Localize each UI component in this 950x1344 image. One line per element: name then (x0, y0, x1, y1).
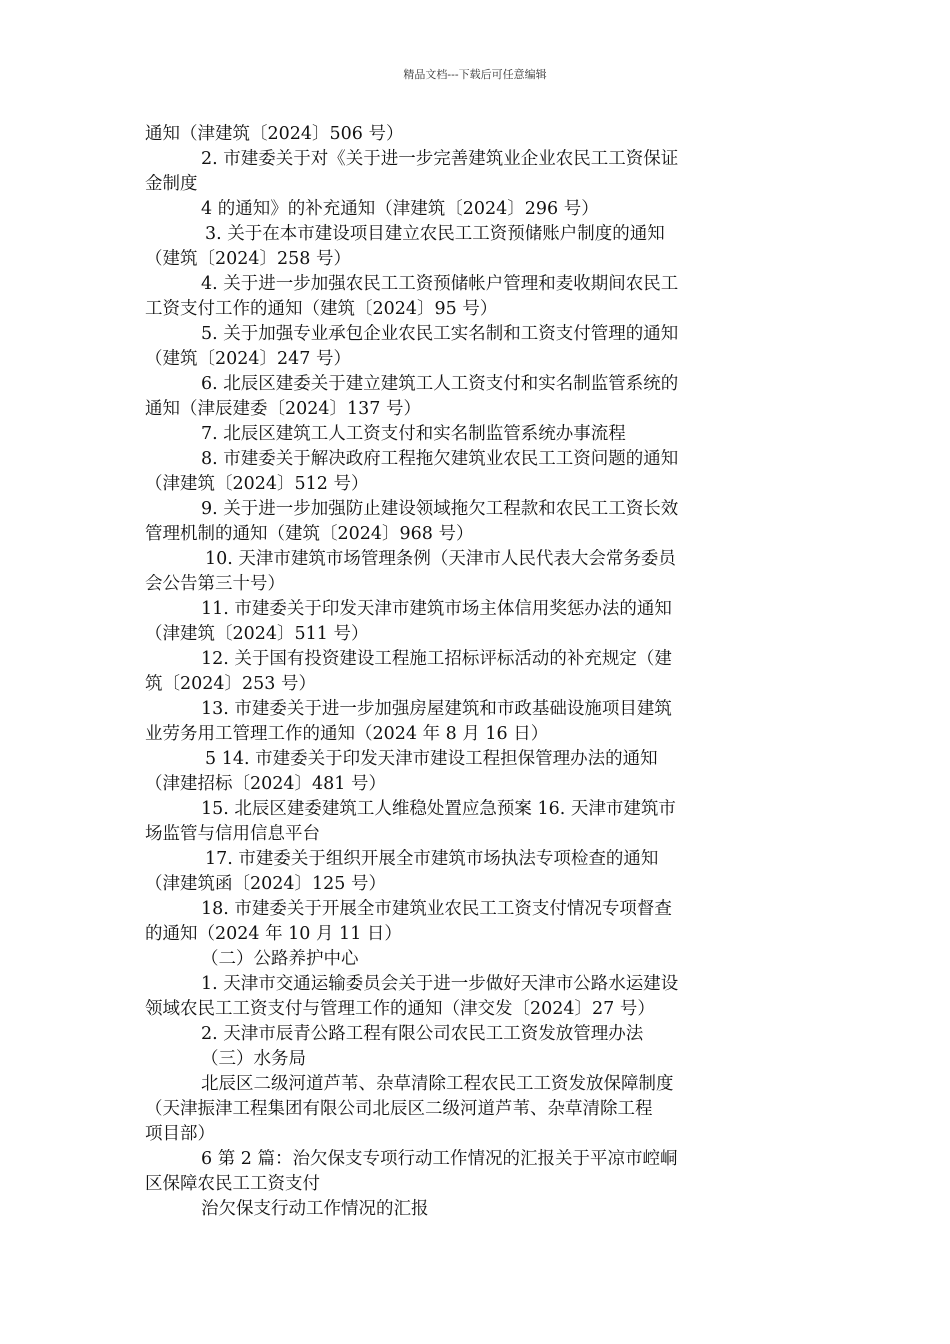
document-line: （津建筑〔2024〕511 号） (145, 624, 369, 644)
document-line: （津建招标〔2024〕481 号） (145, 774, 387, 794)
document-line: 3. 关于在本市建设项目建立农民工工资预储账户制度的通知 (205, 224, 665, 244)
document-line: 10. 天津市建筑市场管理条例（天津市人民代表大会常务委员 (205, 549, 676, 569)
document-line: （津建筑〔2024〕512 号） (145, 474, 369, 494)
document-line: 北辰区二级河道芦苇、杂草清除工程农民工工资发放保障制度 (201, 1074, 674, 1094)
document-line: 通知（津建筑〔2024〕506 号） (145, 124, 404, 144)
document-line: 5 14. 市建委关于印发天津市建设工程担保管理办法的通知 (205, 749, 658, 769)
document-line: 区保障农民工工资支付 (145, 1174, 320, 1194)
document-line: 筑〔2024〕253 号） (145, 674, 317, 694)
document-line: （建筑〔2024〕247 号） (145, 349, 352, 369)
document-line: 业劳务用工管理工作的通知（2024 年 8 月 16 日） (145, 724, 549, 744)
document-line: 5. 关于加强专业承包企业农民工实名制和工资支付管理的通知 (201, 324, 679, 344)
document-line: 13. 市建委关于进一步加强房屋建筑和市政基础设施项目建筑 (201, 699, 672, 719)
document-line: 领域农民工工资支付与管理工作的通知（津交发〔2024〕27 号） (145, 999, 655, 1019)
document-line: 15. 北辰区建委建筑工人维稳处置应急预案 16. 天津市建筑市 (201, 799, 676, 819)
document-line: 6 第 2 篇：治欠保支专项行动工作情况的汇报关于平凉市崆峒 (201, 1149, 678, 1169)
document-line: 8. 市建委关于解决政府工程拖欠建筑业农民工工资问题的通知 (201, 449, 679, 469)
document-line: 9. 关于进一步加强防止建设领域拖欠工程款和农民工工资长效 (201, 499, 679, 519)
document-line: 17. 市建委关于组织开展全市建筑市场执法专项检查的通知 (205, 849, 659, 869)
document-line: 4. 关于进一步加强农民工工资预储帐户管理和麦收期间农民工 (201, 274, 679, 294)
document-line: 2. 天津市辰青公路工程有限公司农民工工资发放管理办法 (201, 1024, 644, 1044)
document-line: 项目部） (145, 1124, 215, 1144)
document-line: 6. 北辰区建委关于建立建筑工人工资支付和实名制监管系统的 (201, 374, 679, 394)
document-line: 通知（津辰建委〔2024〕137 号） (145, 399, 422, 419)
document-line: 金制度 (145, 174, 198, 194)
document-line: （建筑〔2024〕258 号） (145, 249, 352, 269)
document-line: 治欠保支行动工作情况的汇报 (201, 1199, 429, 1219)
document-line: 18. 市建委关于开展全市建筑业农民工工资支付情况专项督查 (201, 899, 672, 919)
document-line: （天津振津工程集团有限公司北辰区二级河道芦苇、杂草清除工程 (145, 1099, 653, 1119)
document-line: 11. 市建委关于印发天津市建筑市场主体信用奖惩办法的通知 (201, 599, 672, 619)
page-header: 精品文档---下载后可任意编辑 (403, 68, 547, 81)
document-line: 1. 天津市交通运输委员会关于进一步做好天津市公路水运建设 (201, 974, 679, 994)
document-line: 7. 北辰区建筑工人工资支付和实名制监管系统办事流程 (201, 424, 626, 444)
document-line: 4 的通知》的补充通知（津建筑〔2024〕296 号） (201, 199, 599, 219)
document-line: 工资支付工作的通知（建筑〔2024〕95 号） (145, 299, 498, 319)
document-line: 管理机制的通知（建筑〔2024〕968 号） (145, 524, 474, 544)
document-line: 场监管与信用信息平台 (145, 824, 320, 844)
document-line: 12. 关于国有投资建设工程施工招标评标活动的补充规定（建 (201, 649, 672, 669)
document-line: 2. 市建委关于对《关于进一步完善建筑业企业农民工工资保证 (201, 149, 679, 169)
document-body (145, 122, 810, 1222)
document-line: （津建筑函〔2024〕125 号） (145, 874, 387, 894)
document-line: 会公告第三十号） (145, 574, 285, 594)
document-line: （二）公路养护中心 (201, 949, 359, 969)
document-line: （三）水务局 (201, 1049, 306, 1069)
document-line: 的通知（2024 年 10 月 11 日） (145, 924, 402, 944)
